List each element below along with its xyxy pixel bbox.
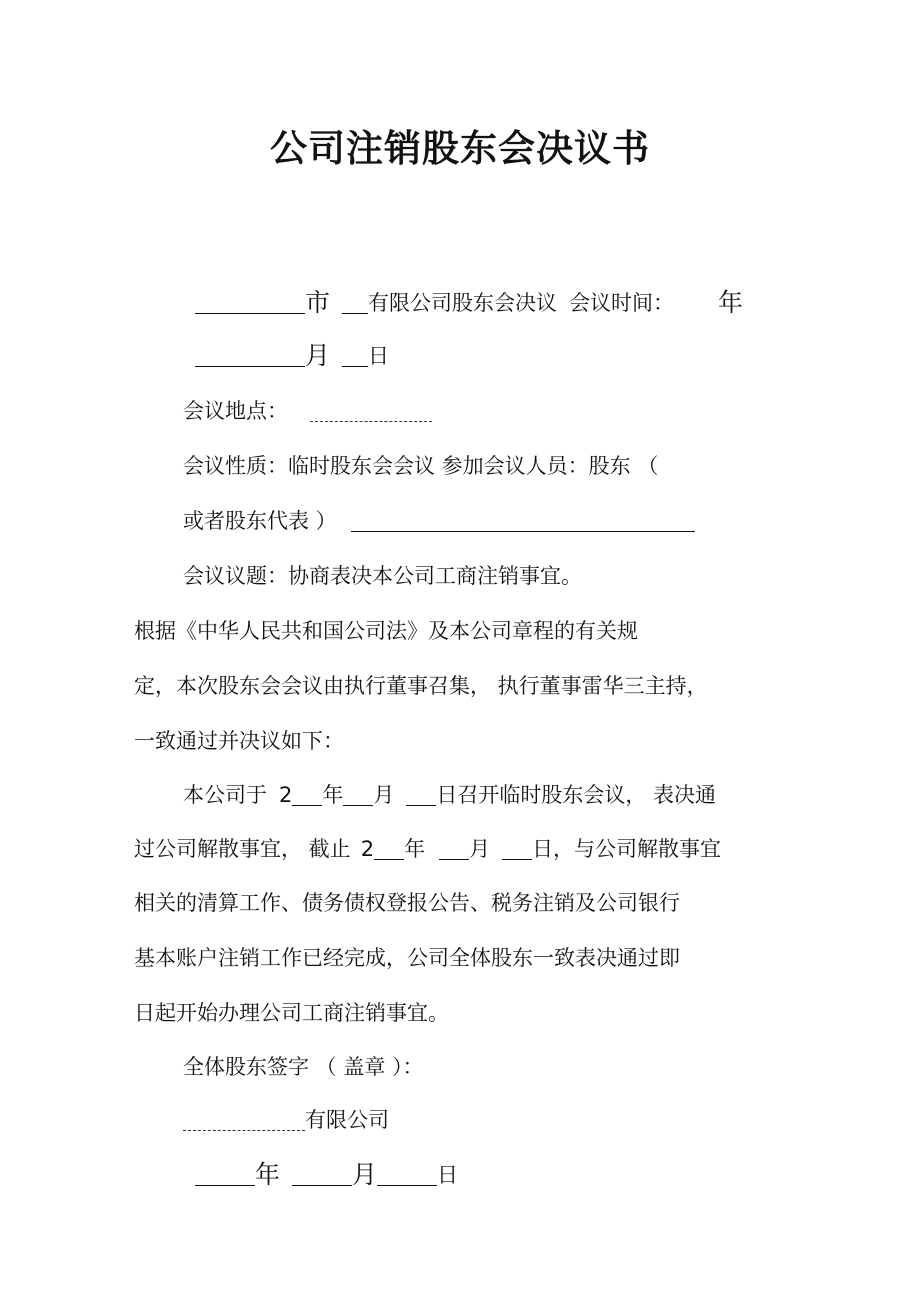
date-day-blank[interactable] [377, 1163, 437, 1186]
deadline-year-label: 年 [404, 837, 426, 861]
basis-line-2 [134, 671, 708, 701]
resolution-line-2 [134, 834, 721, 864]
resolution-day-blank[interactable] [406, 783, 436, 806]
resolution-text-3: 相关的清算工作、债务债权登报公告、税务注销及公司银行 [134, 891, 680, 915]
resolution-line2-prefix: 过公司解散事宜， 截止 [134, 837, 351, 861]
date-line [195, 1160, 458, 1190]
basis-line-1 [134, 616, 638, 646]
signature-label: 全体股东签字 （ 盖章 ）： [183, 1055, 424, 1079]
resolution-year-label: 年 [322, 783, 344, 807]
company-decision-label: 有限公司股东会决议 [368, 291, 558, 315]
company-line [183, 1105, 389, 1135]
company-name-signature-blank[interactable] [183, 1108, 305, 1131]
date-month-blank[interactable] [292, 1163, 352, 1186]
resolution-year-blank[interactable] [292, 783, 322, 806]
header-day-label: 日 [368, 344, 390, 368]
date-day-label: 日 [437, 1163, 459, 1187]
header-month-blank[interactable] [195, 344, 305, 367]
basis-line-3 [134, 726, 344, 756]
resolution-text-4: 基本账户注销工作已经完成，公司全体股东一致表决通过即 [134, 946, 680, 970]
city-label: 市 [305, 288, 331, 317]
header-year-label: 年 [718, 288, 744, 317]
resolution-line-4 [134, 943, 680, 973]
date-year-blank[interactable] [195, 1163, 255, 1186]
deadline-year-blank[interactable] [374, 837, 404, 860]
date-month-label: 月 [352, 1160, 378, 1189]
meeting-place-line [183, 396, 432, 426]
header-day-blank[interactable] [342, 344, 368, 367]
resolution-day-text: 日召开临时股东会议， 表决通 [436, 783, 717, 807]
attendees-text: 或者股东代表 ） [183, 509, 337, 533]
company-suffix: 有限公司 [305, 1108, 389, 1132]
attendees-blank[interactable] [351, 509, 695, 532]
meeting-time-label: 会议时间： [569, 291, 675, 315]
deadline-month-label: 月 [469, 837, 491, 861]
meeting-place-blank[interactable] [310, 399, 432, 422]
signature-line [183, 1052, 424, 1082]
header-line-2 [195, 341, 389, 371]
city-blank[interactable] [195, 291, 305, 314]
header-month-label: 月 [305, 341, 331, 370]
resolution-month-blank[interactable] [343, 783, 373, 806]
header-line-1 [195, 288, 743, 318]
attendees-line [183, 506, 695, 536]
resolution-line-3 [134, 888, 680, 918]
basis-text-1: 根据《中华人民共和国公司法》及本公司章程的有关规 [134, 619, 638, 643]
deadline-month-blank[interactable] [439, 837, 469, 860]
resolution-line-1 [183, 780, 716, 810]
basis-text-2: 定，本次股东会会议由执行董事召集， 执行董事雷华三主持， [134, 674, 708, 698]
resolution-year-prefix: 2 [279, 783, 293, 807]
date-year-label: 年 [255, 1160, 281, 1189]
meeting-topic-line [183, 561, 582, 591]
meeting-nature-text: 会议性质：临时股东会会议 参加会议人员：股东 （ [183, 454, 659, 478]
document-title: 公司注销股东会决议书 [270, 127, 650, 170]
resolution-month-label: 月 [373, 783, 395, 807]
resolution-line-5 [134, 998, 449, 1028]
resolution-text-5: 日起开始办理公司工商注销事宜。 [134, 1001, 449, 1025]
meeting-place-label: 会议地点： [183, 399, 288, 423]
meeting-nature-line [183, 451, 658, 481]
company-name-blank[interactable] [342, 291, 368, 314]
deadline-day-text: 日，与公司解散事宜 [532, 837, 722, 861]
basis-text-3: 一致通过并决议如下： [134, 729, 344, 753]
resolution-line2-year-prefix: 2 [360, 837, 375, 861]
resolution-prefix: 本公司于 [183, 783, 267, 807]
meeting-topic-text: 会议议题：协商表决本公司工商注销事宜。 [183, 564, 582, 588]
deadline-day-blank[interactable] [502, 837, 532, 860]
